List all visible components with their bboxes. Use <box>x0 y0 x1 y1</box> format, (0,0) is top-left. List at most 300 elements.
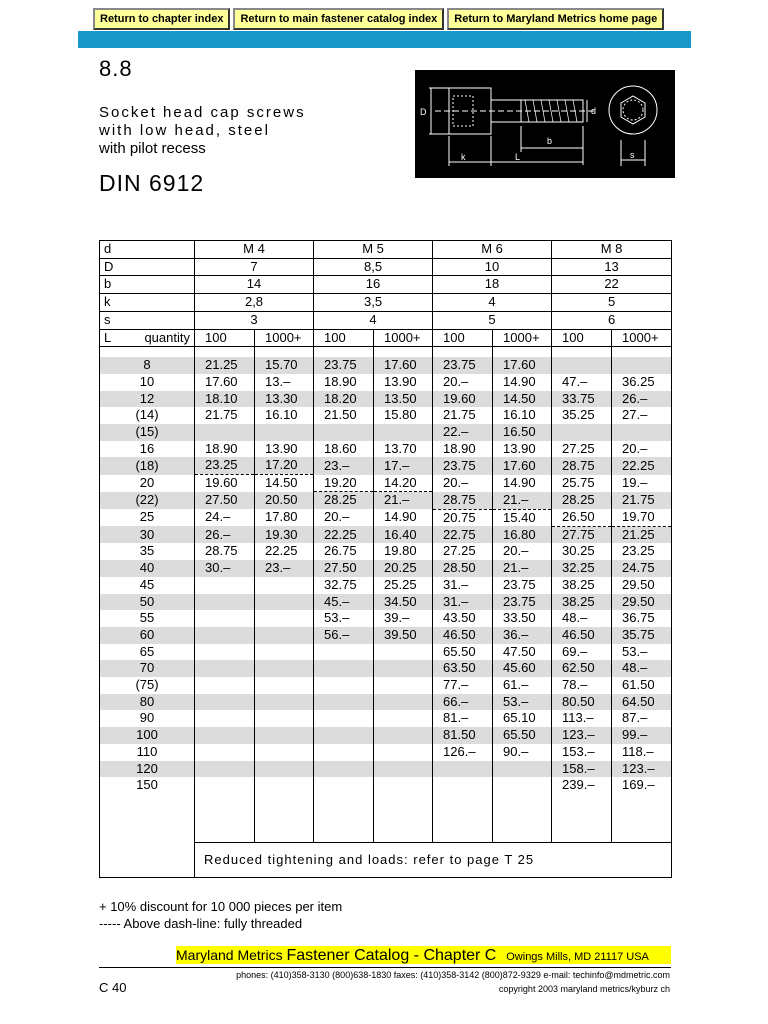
drawing-label-s: s <box>630 150 635 160</box>
table-filler <box>100 794 672 843</box>
price-cell: 20.50 <box>255 492 314 509</box>
price-cell: 30.25 <box>552 543 612 560</box>
price-cell: 16.50 <box>493 424 552 441</box>
price-cell: 20.– <box>314 509 374 526</box>
dimension-label: k <box>100 294 195 312</box>
price-row <box>100 644 672 661</box>
price-row <box>100 509 672 526</box>
dimension-value: 2,8 <box>195 294 314 312</box>
length-value: (22) <box>100 492 195 509</box>
dimension-value: 18 <box>433 276 552 294</box>
price-row <box>100 526 672 543</box>
price-cell <box>195 424 255 441</box>
price-cell: 14.50 <box>493 391 552 408</box>
price-cell: 35.25 <box>552 407 612 424</box>
price-cell <box>195 710 255 727</box>
price-cell: 18.90 <box>314 374 374 391</box>
price-cell: 169.– <box>612 777 672 794</box>
price-cell: 81.50 <box>433 727 493 744</box>
note-row <box>100 843 672 878</box>
price-cell: 21.75 <box>612 492 672 509</box>
price-cell: 17.60 <box>195 374 255 391</box>
price-cell: 21.25 <box>612 526 672 543</box>
quantity-column-header: 100 <box>433 329 493 347</box>
price-cell: 14.50 <box>255 475 314 492</box>
dimension-value: 5 <box>433 311 552 329</box>
price-cell: 17.20 <box>255 457 314 474</box>
price-cell: 13.– <box>255 374 314 391</box>
price-row <box>100 457 672 474</box>
length-value: 120 <box>100 761 195 778</box>
price-cell: 126.– <box>433 744 493 761</box>
length-value: 150 <box>136 777 158 793</box>
price-cell <box>314 727 374 744</box>
price-cell <box>255 777 314 794</box>
price-cell: 26.75 <box>314 543 374 560</box>
price-row <box>100 694 672 711</box>
dimension-row-b <box>100 276 672 294</box>
dimension-value: M 8 <box>552 241 672 259</box>
price-cell: 19.20 <box>314 475 374 492</box>
price-cell: 15.40 <box>493 509 552 526</box>
price-cell: 21.– <box>374 492 433 509</box>
price-cell: 39.– <box>374 610 433 627</box>
price-cell: 18.90 <box>433 441 493 458</box>
dimension-row-D <box>100 258 672 276</box>
price-cell <box>195 744 255 761</box>
length-value: 16 <box>139 440 155 456</box>
price-cell <box>314 777 374 794</box>
price-cell: 23.25 <box>195 457 255 474</box>
length-value: 30 <box>100 526 195 543</box>
quantity-column-header: 1000+ <box>255 329 314 347</box>
price-cell: 28.25 <box>552 492 612 509</box>
product-title-line2: with low head, steel <box>99 122 270 139</box>
price-cell: 16.40 <box>374 526 433 543</box>
length-value: (75) <box>135 677 159 693</box>
tightening-note: Reduced tightening and loads: refer to page T 25 <box>195 843 672 878</box>
price-cell: 113.– <box>552 710 612 727</box>
copyright: copyright 2003 maryland metrics/kyburz ch <box>498 984 670 994</box>
price-cell: 45.– <box>314 594 374 611</box>
strength-grade: 8.8 <box>99 56 133 81</box>
price-row <box>100 492 672 509</box>
price-cell <box>374 660 433 677</box>
price-cell <box>255 594 314 611</box>
price-cell: 47.– <box>552 374 612 391</box>
price-cell: 17.60 <box>493 457 552 474</box>
price-cell: 99.– <box>612 727 672 744</box>
price-row <box>100 610 672 627</box>
price-cell: 13.30 <box>255 391 314 408</box>
price-cell: 23.75 <box>433 457 493 474</box>
price-cell: 33.75 <box>552 391 612 408</box>
company-name: Maryland Metrics <box>176 947 283 963</box>
price-cell: 23.75 <box>493 577 552 594</box>
price-cell <box>433 761 493 778</box>
price-cell: 17.– <box>374 457 433 474</box>
price-cell: 36.– <box>493 627 552 644</box>
price-cell: 15.70 <box>255 357 314 374</box>
price-row <box>100 627 672 644</box>
price-row <box>100 475 672 492</box>
drawing-label-d: d <box>591 106 597 116</box>
price-row <box>100 543 672 560</box>
price-cell: 33.50 <box>493 610 552 627</box>
price-row <box>100 391 672 408</box>
price-cell <box>195 627 255 644</box>
price-cell: 19.– <box>612 475 672 492</box>
screw-drawing <box>415 70 675 178</box>
price-cell: 18.60 <box>314 441 374 458</box>
price-cell <box>314 677 374 694</box>
price-cell: 20.– <box>493 543 552 560</box>
main-index-link[interactable]: Return to main fastener catalog index <box>233 8 444 30</box>
header-bar <box>78 31 691 48</box>
length-value: (18) <box>100 457 195 474</box>
price-cell: 13.90 <box>374 374 433 391</box>
price-cell: 26.50 <box>552 509 612 526</box>
price-cell: 87.– <box>612 710 672 727</box>
price-cell: 65.10 <box>493 710 552 727</box>
price-cell <box>255 577 314 594</box>
price-cell: 53.– <box>612 644 672 661</box>
price-cell: 153.– <box>552 744 612 761</box>
price-cell: 23.75 <box>493 594 552 611</box>
price-cell: 13.90 <box>255 441 314 458</box>
dimension-value: 3 <box>195 311 314 329</box>
price-cell: 43.50 <box>433 610 493 627</box>
dimension-value: 6 <box>552 311 672 329</box>
price-cell: 65.50 <box>493 727 552 744</box>
length-value: 35 <box>139 543 155 559</box>
price-cell <box>255 644 314 661</box>
contact-info: phones: (410)358-3130 (800)638-1830 faxes: (410)358-3142 (800)872-9329 e-mail: techinfo@mdmetric.com <box>236 970 670 980</box>
length-value: (14) <box>135 407 159 423</box>
price-cell: 81.– <box>433 710 493 727</box>
price-cell: 27.– <box>612 407 672 424</box>
price-cell: 23.25 <box>612 543 672 560</box>
price-cell: 48.– <box>612 660 672 677</box>
price-cell: 158.– <box>552 761 612 778</box>
price-cell <box>255 727 314 744</box>
price-cell <box>493 761 552 778</box>
price-cell: 20.– <box>433 374 493 391</box>
price-cell: 23.– <box>255 560 314 577</box>
price-cell: 20.– <box>612 441 672 458</box>
price-cell: 20.– <box>433 475 493 492</box>
price-cell: 27.25 <box>433 543 493 560</box>
product-title-line3: with pilot recess <box>99 140 206 157</box>
price-cell: 61.50 <box>612 677 672 694</box>
price-cell: 13.90 <box>493 441 552 458</box>
price-cell: 14.90 <box>493 374 552 391</box>
price-cell <box>195 660 255 677</box>
length-value: 40 <box>100 560 195 577</box>
price-table <box>99 240 672 878</box>
price-cell: 15.80 <box>374 407 433 424</box>
quantity-column-header: 100 <box>552 329 612 347</box>
price-cell: 16.10 <box>255 407 314 424</box>
dimension-value: 10 <box>433 258 552 276</box>
price-cell: 27.75 <box>552 526 612 543</box>
price-row <box>100 357 672 374</box>
home-page-link[interactable]: Return to Maryland Metrics home page <box>447 8 664 30</box>
price-cell: 22.75 <box>433 526 493 543</box>
price-cell <box>195 610 255 627</box>
dimension-row-k <box>100 294 672 312</box>
price-cell: 28.75 <box>552 457 612 474</box>
price-cell <box>374 424 433 441</box>
length-value: (15) <box>100 424 195 441</box>
company-location: Owings Mills, MD 21117 USA <box>506 951 649 963</box>
dimension-label: D <box>100 258 195 276</box>
price-cell <box>314 660 374 677</box>
price-cell: 26.– <box>195 526 255 543</box>
price-cell: 19.80 <box>374 543 433 560</box>
dashline-note: ----- Above dash-line: fully threaded <box>99 916 303 931</box>
price-cell: 18.90 <box>195 441 255 458</box>
price-cell <box>195 777 255 794</box>
price-cell: 25.25 <box>374 577 433 594</box>
price-cell: 17.60 <box>493 357 552 374</box>
quantity-column-header: 1000+ <box>374 329 433 347</box>
dimension-label: b <box>100 276 195 294</box>
catalog-banner <box>176 946 671 964</box>
price-cell <box>374 710 433 727</box>
price-cell: 27.50 <box>195 492 255 509</box>
price-cell <box>552 424 612 441</box>
price-cell: 25.75 <box>552 475 612 492</box>
price-cell: 29.50 <box>612 594 672 611</box>
price-cell <box>195 644 255 661</box>
price-cell: 123.– <box>612 761 672 778</box>
dimension-value: 8,5 <box>314 258 433 276</box>
price-cell <box>195 677 255 694</box>
price-cell: 13.50 <box>374 391 433 408</box>
price-cell: 32.25 <box>552 560 612 577</box>
price-cell: 80.50 <box>552 694 612 711</box>
price-cell: 19.60 <box>195 475 255 492</box>
price-cell: 14.90 <box>493 475 552 492</box>
quantity-column-header: 100 <box>195 329 255 347</box>
price-cell <box>612 424 672 441</box>
table-spacer <box>100 347 672 358</box>
price-cell <box>255 660 314 677</box>
price-row <box>100 710 672 727</box>
price-cell: 26.– <box>612 391 672 408</box>
quantity-column-header: 1000+ <box>612 329 672 347</box>
dimension-value: 7 <box>195 258 314 276</box>
length-value: 50 <box>100 594 195 611</box>
price-cell: 53.– <box>314 610 374 627</box>
dimension-value: M 4 <box>195 241 314 259</box>
drawing-label-k: k <box>461 152 466 162</box>
price-cell <box>255 610 314 627</box>
price-cell: 21.25 <box>195 357 255 374</box>
price-cell: 31.– <box>433 594 493 611</box>
price-cell: 30.– <box>195 560 255 577</box>
price-cell: 17.60 <box>374 357 433 374</box>
price-cell <box>255 761 314 778</box>
price-cell: 66.– <box>433 694 493 711</box>
dimension-label: d <box>100 241 195 259</box>
price-cell <box>374 761 433 778</box>
length-value: 100 <box>100 727 195 744</box>
chapter-index-link[interactable]: Return to chapter index <box>93 8 230 30</box>
price-cell: 16.80 <box>493 526 552 543</box>
price-cell: 13.70 <box>374 441 433 458</box>
price-cell <box>314 694 374 711</box>
price-cell: 22.25 <box>255 543 314 560</box>
price-cell: 23.75 <box>314 357 374 374</box>
price-cell <box>314 424 374 441</box>
price-cell <box>552 357 612 374</box>
price-cell <box>195 577 255 594</box>
price-row <box>100 744 672 761</box>
quantity-header-row <box>100 329 672 347</box>
price-row <box>100 560 672 577</box>
price-cell: 21.75 <box>433 407 493 424</box>
price-cell: 65.50 <box>433 644 493 661</box>
price-cell: 28.75 <box>195 543 255 560</box>
price-cell: 16.10 <box>493 407 552 424</box>
length-value: 45 <box>139 576 155 592</box>
price-cell <box>433 777 493 794</box>
price-cell: 118.– <box>612 744 672 761</box>
price-cell: 34.50 <box>374 594 433 611</box>
price-cell <box>314 644 374 661</box>
price-cell: 32.75 <box>314 577 374 594</box>
price-cell <box>195 694 255 711</box>
price-cell: 36.75 <box>612 610 672 627</box>
dimension-label: s <box>100 311 195 329</box>
price-cell <box>255 694 314 711</box>
price-cell: 21.– <box>493 560 552 577</box>
quantity-column-header: 100 <box>314 329 374 347</box>
dimension-value: M 6 <box>433 241 552 259</box>
price-cell: 24.– <box>195 509 255 526</box>
price-cell <box>195 761 255 778</box>
price-cell <box>374 744 433 761</box>
price-cell: 64.50 <box>612 694 672 711</box>
price-cell: 69.– <box>552 644 612 661</box>
price-cell: 53.– <box>493 694 552 711</box>
price-row <box>100 677 672 694</box>
price-row <box>100 660 672 677</box>
price-cell: 28.50 <box>433 560 493 577</box>
price-cell: 27.25 <box>552 441 612 458</box>
price-cell: 39.50 <box>374 627 433 644</box>
dimension-value: 3,5 <box>314 294 433 312</box>
screw-drawing-svg <box>415 70 675 178</box>
price-cell <box>493 777 552 794</box>
price-cell: 123.– <box>552 727 612 744</box>
price-cell <box>314 744 374 761</box>
length-quantity-label <box>100 329 195 347</box>
price-cell: 31.– <box>433 577 493 594</box>
price-cell: 28.25 <box>314 492 374 509</box>
price-cell: 29.50 <box>612 577 672 594</box>
price-cell <box>255 710 314 727</box>
price-row <box>100 407 672 424</box>
price-cell: 14.20 <box>374 475 433 492</box>
length-value: 110 <box>136 743 158 759</box>
price-cell <box>195 594 255 611</box>
price-cell: 45.60 <box>493 660 552 677</box>
price-cell <box>374 644 433 661</box>
din-standard: DIN 6912 <box>99 170 205 196</box>
length-value: 80 <box>100 694 195 711</box>
price-cell: 21.– <box>493 492 552 509</box>
price-cell: 19.30 <box>255 526 314 543</box>
price-cell <box>255 677 314 694</box>
price-cell: 21.75 <box>195 407 255 424</box>
quantity-label: quantity <box>144 329 190 345</box>
catalog-chapter: Fastener Catalog - Chapter C <box>286 947 497 964</box>
price-cell: 38.25 <box>552 577 612 594</box>
price-cell: 22.– <box>433 424 493 441</box>
price-cell: 20.75 <box>433 509 493 526</box>
price-cell: 56.– <box>314 627 374 644</box>
dimension-row-d <box>100 241 672 259</box>
dimension-row-s <box>100 311 672 329</box>
price-cell: 18.10 <box>195 391 255 408</box>
length-value: 10 <box>139 373 155 389</box>
dimension-value: 4 <box>433 294 552 312</box>
length-value: 12 <box>100 391 195 408</box>
price-cell: 24.75 <box>612 560 672 577</box>
length-value: 65 <box>139 643 155 659</box>
price-cell: 47.50 <box>493 644 552 661</box>
price-cell <box>314 761 374 778</box>
price-row <box>100 777 672 794</box>
price-cell: 22.25 <box>612 457 672 474</box>
length-value: 90 <box>139 710 155 726</box>
price-cell: 36.25 <box>612 374 672 391</box>
dimension-value: 16 <box>314 276 433 294</box>
price-cell: 90.– <box>493 744 552 761</box>
discount-note: + 10% discount for 10 000 pieces per item <box>99 899 343 914</box>
price-row <box>100 424 672 441</box>
price-cell: 62.50 <box>552 660 612 677</box>
length-value: 8 <box>100 357 195 374</box>
price-cell <box>374 677 433 694</box>
quantity-column-header: 1000+ <box>493 329 552 347</box>
dimension-value: M 5 <box>314 241 433 259</box>
price-cell: 46.50 <box>552 627 612 644</box>
price-cell: 35.75 <box>612 627 672 644</box>
price-cell <box>255 424 314 441</box>
length-label: L <box>104 329 112 345</box>
price-row <box>100 761 672 778</box>
price-cell <box>314 710 374 727</box>
price-cell: 22.25 <box>314 526 374 543</box>
price-cell <box>255 627 314 644</box>
length-value: 60 <box>100 627 195 644</box>
price-cell: 46.50 <box>433 627 493 644</box>
price-row <box>100 594 672 611</box>
length-value: 70 <box>100 660 195 677</box>
price-cell: 20.25 <box>374 560 433 577</box>
price-row <box>100 727 672 744</box>
price-row <box>100 374 672 391</box>
nav-bar <box>93 8 664 30</box>
price-cell: 63.50 <box>433 660 493 677</box>
dimension-value: 14 <box>195 276 314 294</box>
price-cell: 38.25 <box>552 594 612 611</box>
price-cell: 19.70 <box>612 509 672 526</box>
